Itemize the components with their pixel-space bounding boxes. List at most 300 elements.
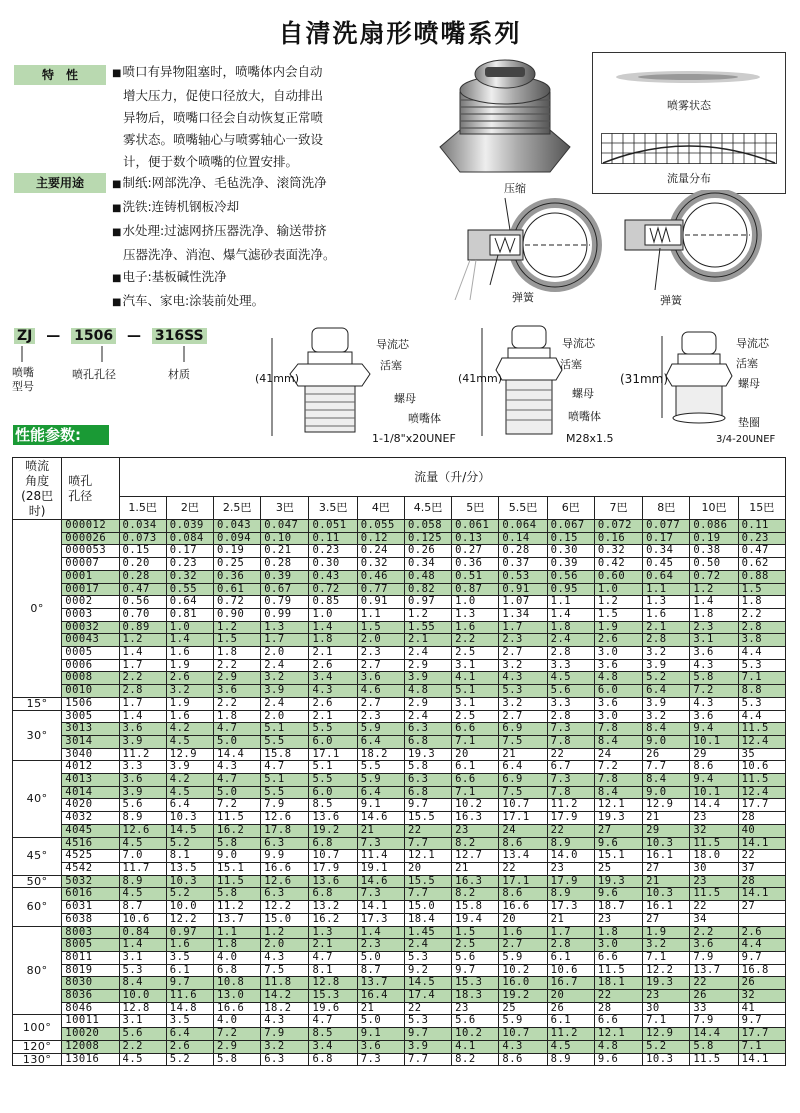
flow-cell: 1.55 — [404, 621, 451, 634]
flow-cell: 22 — [547, 824, 594, 837]
flow-cell: 21 — [547, 913, 594, 926]
flow-cell: 1.4 — [119, 939, 166, 952]
flow-cell: 0.23 — [166, 558, 213, 571]
pressure-header: 2巴 — [166, 497, 213, 520]
flow-cell: 2.4 — [404, 710, 451, 723]
flow-cell: 8.4 — [594, 735, 642, 748]
flow-cell: 1.7 — [119, 697, 166, 710]
flow-cell: 12.4 — [738, 786, 785, 799]
flow-cell: 17.9 — [547, 812, 594, 825]
table-row — [13, 1040, 786, 1053]
flow-cell: 0.47 — [119, 583, 166, 596]
use-line: ■ 电子:基板碱性洗净 — [112, 266, 432, 290]
flow-cell: 7.7 — [643, 761, 690, 774]
flow-cell: 1.1 — [357, 608, 404, 621]
flow-cell: 18.2 — [357, 748, 404, 761]
flow-cell: 9.1 — [357, 1028, 404, 1041]
orifice-cell: 4516 — [62, 837, 119, 850]
flow-cell: 2.4 — [261, 697, 309, 710]
flow-cell: 2.0 — [261, 939, 309, 952]
table-row — [13, 685, 786, 698]
d1-piston: 活塞 — [380, 359, 402, 372]
flow-cell: 1.2 — [404, 608, 451, 621]
flow-cell: 6.9 — [499, 774, 547, 787]
feature-line: 雾状态。喷嘴轴心与喷雾轴心一致设 — [123, 132, 324, 147]
flow-cell: 1.1 — [214, 926, 261, 939]
flow-cell: 0.61 — [214, 583, 261, 596]
table-row — [13, 774, 786, 787]
flow-cell: 1.6 — [166, 939, 213, 952]
flow-cell: 8.6 — [499, 1053, 547, 1066]
flow-cell: 0.85 — [309, 596, 357, 609]
flow-cell: 11.8 — [261, 977, 309, 990]
flow-cell: 0.51 — [452, 570, 499, 583]
flow-cell: 14.1 — [738, 888, 785, 901]
flow-cell: 6.3 — [261, 888, 309, 901]
flow-cell: 4.3 — [499, 1040, 547, 1053]
table-row — [13, 545, 786, 558]
flow-cell: 2.8 — [738, 621, 785, 634]
flow-cell: 0.50 — [690, 558, 738, 571]
flow-cell: 1.4 — [119, 710, 166, 723]
flow-cell: 10.6 — [738, 761, 785, 774]
spring-label-1: 弹簧 — [512, 291, 534, 304]
flow-cell: 3.3 — [119, 761, 166, 774]
orifice-cell: 0006 — [62, 659, 119, 672]
flow-cell: 4.5 — [119, 837, 166, 850]
table-row — [13, 951, 786, 964]
flow-cell: 7.7 — [404, 837, 451, 850]
features-text — [112, 61, 412, 173]
flow-cell: 5.8 — [690, 1040, 738, 1053]
flow-cell: 12.2 — [643, 964, 690, 977]
flow-cell: 14.5 — [404, 977, 451, 990]
use-line: ■ 水处理:过滤网挤压器洗净、输送带挤 — [112, 220, 432, 244]
flow-cell: 26 — [643, 748, 690, 761]
flow-cell: 3.5 — [166, 1015, 213, 1028]
flow-cell: 5.8 — [690, 672, 738, 685]
flow-cell: 2.5 — [452, 647, 499, 660]
flow-cell: 11.2 — [214, 901, 261, 914]
flow-cell: 0.13 — [452, 532, 499, 545]
flow-cell: 9.9 — [261, 850, 309, 863]
table-row — [13, 824, 786, 837]
flow-cell: 9.4 — [690, 723, 738, 736]
flow-cell: 1.5 — [357, 621, 404, 634]
flow-cell: 6.3 — [261, 837, 309, 850]
flow-cell: 3.6 — [690, 939, 738, 952]
flow-cell: 6.4 — [166, 799, 213, 812]
flow-cell: 10.1 — [690, 735, 738, 748]
flow-cell: 4.3 — [499, 672, 547, 685]
flow-cell: 7.3 — [357, 837, 404, 850]
flow-cell: 3.2 — [499, 697, 547, 710]
flow-cell: 5.5 — [261, 735, 309, 748]
flow-cell: 1.2 — [214, 621, 261, 634]
flow-cell: 3.2 — [643, 710, 690, 723]
flow-cell: 0.72 — [309, 583, 357, 596]
flow-cell: 18.7 — [594, 901, 642, 914]
flow-cell: 7.1 — [452, 786, 499, 799]
flow-cell: 9.2 — [404, 964, 451, 977]
flow-cell: 0.30 — [547, 545, 594, 558]
flow-cell: 2.9 — [214, 1040, 261, 1053]
flow-cell: 0.47 — [738, 545, 785, 558]
flow-cell: 2.7 — [499, 939, 547, 952]
d1-body: 喷嘴体 — [408, 412, 441, 425]
flow-cell: 11.5 — [690, 837, 738, 850]
flow-cell: 5.6 — [547, 685, 594, 698]
flow-cell: 10.6 — [119, 913, 166, 926]
table-row — [13, 913, 786, 926]
flow-cell: 16.7 — [547, 977, 594, 990]
orifice-cell: 00017 — [62, 583, 119, 596]
flow-cell: 0.34 — [404, 558, 451, 571]
flow-cell: 15.8 — [261, 748, 309, 761]
flow-cell: 6.1 — [452, 761, 499, 774]
flow-cell: 1.8 — [214, 647, 261, 660]
flow-cell: 12.9 — [166, 748, 213, 761]
use-line: ■ 制纸:网部洗净、毛毡洗净、滚筒洗净 — [112, 172, 432, 196]
flow-cell: 5.9 — [357, 774, 404, 787]
flow-cell: 17.7 — [738, 799, 785, 812]
flow-cell: 8.5 — [309, 1028, 357, 1041]
flow-cell: 1.6 — [499, 926, 547, 939]
use-line: ■ 洗铁:连铸机钢板冷却 — [112, 196, 432, 220]
flow-cell: 0.91 — [499, 583, 547, 596]
flow-cell: 1.4 — [119, 647, 166, 660]
pressure-header: 1.5巴 — [119, 497, 166, 520]
flow-cell: 1.0 — [594, 583, 642, 596]
flow-cell: 9.0 — [643, 786, 690, 799]
flow-cell: 5.3 — [738, 697, 785, 710]
flow-cell: 6.3 — [404, 774, 451, 787]
flow-cell: 9.1 — [357, 799, 404, 812]
flow-cell: 16.2 — [309, 913, 357, 926]
angle-cell: 100° — [13, 1015, 62, 1040]
flow-cell: 3.0 — [594, 939, 642, 952]
flow-cell: 0.97 — [166, 926, 213, 939]
flow-cell: 8.5 — [309, 799, 357, 812]
orifice-cell: 4013 — [62, 774, 119, 787]
flow-cell: 6.3 — [261, 1053, 309, 1066]
flow-cell: 0.55 — [166, 583, 213, 596]
flow-cell: 0.28 — [499, 545, 547, 558]
flow-cell: 0.72 — [214, 596, 261, 609]
feature-line: ■ 喷口有异物阻塞时，喷嘴体内会自动 — [112, 61, 412, 85]
flow-cell: 0.79 — [261, 596, 309, 609]
flow-cell: 1.34 — [499, 608, 547, 621]
flow-cell: 14.0 — [547, 850, 594, 863]
flow-cell: 28 — [738, 812, 785, 825]
flow-cell: 15.5 — [404, 875, 451, 888]
flow-label: 流量分布 — [667, 172, 711, 185]
flow-cell: 12.1 — [594, 1028, 642, 1041]
feature-line: 增大压力，促使口径放大，自动排出 — [123, 88, 324, 103]
flow-cell: 5.2 — [643, 1040, 690, 1053]
d1-thread: 1-1/8"x20UNEF — [372, 432, 456, 445]
flow-cell: 17.1 — [309, 748, 357, 761]
d2-core: 导流芯 — [562, 337, 595, 350]
flow-cell: 1.4 — [309, 621, 357, 634]
orifice-cell: 8003 — [62, 926, 119, 939]
flow-cell: 4.7 — [309, 1015, 357, 1028]
code-prefix: ZJ — [14, 328, 35, 344]
flow-cell: 0.20 — [119, 558, 166, 571]
flow-cell: 11.2 — [547, 1028, 594, 1041]
flow-cell: 0.34 — [643, 545, 690, 558]
flow-cell: 16.8 — [738, 964, 785, 977]
flow-cell: 1.1 — [547, 596, 594, 609]
flow-cell: 11.5 — [738, 774, 785, 787]
flow-cell: 0.62 — [738, 558, 785, 571]
orifice-cell: 3014 — [62, 735, 119, 748]
flow-cell: 4.7 — [261, 761, 309, 774]
flow-cell: 7.3 — [547, 723, 594, 736]
flow-cell: 1.1 — [643, 583, 690, 596]
pressure-header: 3巴 — [261, 497, 309, 520]
orifice-cell: 0002 — [62, 596, 119, 609]
flow-cell: 0.46 — [357, 570, 404, 583]
flow-cell: 6.4 — [357, 735, 404, 748]
flow-cell: 5.9 — [357, 723, 404, 736]
uses-text — [112, 172, 432, 314]
flow-cell: 3.6 — [119, 774, 166, 787]
flow-cell: 26 — [690, 990, 738, 1003]
d3-nut: 螺母 — [738, 377, 760, 390]
flow-cell: 27 — [643, 862, 690, 875]
orifice-cell: 8019 — [62, 964, 119, 977]
flow-cell: 1.3 — [452, 608, 499, 621]
flow-cell: 12.2 — [166, 913, 213, 926]
d2-height: (41mm) — [458, 372, 503, 385]
flow-cell: 9.0 — [214, 850, 261, 863]
flow-cell: 7.1 — [738, 672, 785, 685]
flow-cell: 4.3 — [690, 659, 738, 672]
flow-cell: 3.9 — [119, 786, 166, 799]
flow-cell: 2.0 — [357, 634, 404, 647]
flow-cell: 12.8 — [119, 1002, 166, 1015]
flow-cell: 3.9 — [404, 1040, 451, 1053]
flow-cell: 23 — [594, 913, 642, 926]
table-row — [13, 1015, 786, 1028]
flow-cell: 8.4 — [643, 774, 690, 787]
flow-cell: 1.2 — [261, 926, 309, 939]
flow-cell: 6.8 — [404, 735, 451, 748]
flow-cell: 1.8 — [309, 634, 357, 647]
flow-cell: 9.7 — [452, 964, 499, 977]
table-row — [13, 672, 786, 685]
flow-cell: 8.4 — [594, 786, 642, 799]
flow-cell: 5.1 — [309, 761, 357, 774]
angle-cell: 130° — [13, 1053, 62, 1066]
flow-cell: 7.5 — [499, 786, 547, 799]
flow-cell: 0.84 — [119, 926, 166, 939]
flow-cell: 4.5 — [119, 888, 166, 901]
spray-pattern-icon — [613, 67, 763, 87]
label-type: 喷嘴 型号 — [12, 366, 34, 393]
flow-cell: 4.2 — [166, 774, 213, 787]
flow-cell: 14.1 — [738, 1053, 785, 1066]
flow-cell: 8.2 — [452, 1053, 499, 1066]
table-row — [13, 723, 786, 736]
flow-cell: 5.8 — [404, 761, 451, 774]
table-row — [13, 735, 786, 748]
flow-cell: 10.3 — [166, 875, 213, 888]
table-row — [13, 748, 786, 761]
orifice-cell: 0005 — [62, 647, 119, 660]
table-row — [13, 647, 786, 660]
flow-cell: 12.1 — [404, 850, 451, 863]
flow-cell: 0.67 — [261, 583, 309, 596]
flow-cell: 0.086 — [690, 520, 738, 533]
flow-cell: 9.7 — [738, 951, 785, 964]
table-row — [13, 837, 786, 850]
flow-cell: 7.7 — [404, 888, 451, 901]
flow-cell: 3.9 — [166, 761, 213, 774]
flow-cell: 2.8 — [547, 710, 594, 723]
flow-cell: 12.6 — [261, 812, 309, 825]
flow-cell: 9.4 — [690, 774, 738, 787]
flow-cell: 5.3 — [404, 951, 451, 964]
flow-cell: 19.3 — [594, 875, 642, 888]
flow-cell: 18.2 — [261, 1002, 309, 1015]
flow-cell: 0.15 — [119, 545, 166, 558]
pressure-header: 3.5巴 — [309, 497, 357, 520]
flow-cell: 0.28 — [261, 558, 309, 571]
flow-cell: 1.9 — [166, 659, 213, 672]
spray-flow-box — [592, 52, 786, 194]
spray-label: 喷雾状态 — [667, 99, 711, 112]
flow-cell: 9.7 — [404, 799, 451, 812]
flow-cell: 5.8 — [214, 1053, 261, 1066]
flow-cell: 1.8 — [738, 596, 785, 609]
pressure-header: 5巴 — [452, 497, 499, 520]
flow-cell: 15.0 — [261, 913, 309, 926]
flow-cell: 0.36 — [452, 558, 499, 571]
flow-cell: 0.047 — [261, 520, 309, 533]
flow-cell: 6.0 — [309, 786, 357, 799]
flow-cell: 2.2 — [738, 608, 785, 621]
flow-cell: 4.3 — [261, 951, 309, 964]
flow-cell: 0.48 — [404, 570, 451, 583]
flow-cell: 18.4 — [404, 913, 451, 926]
head-orifice: 喷孔 孔径 — [62, 458, 119, 520]
flow-cell: 0.094 — [214, 532, 261, 545]
flow-cell: 4.8 — [594, 1040, 642, 1053]
flow-cell: 21 — [357, 824, 404, 837]
flow-cell: 41 — [738, 1002, 785, 1015]
orifice-cell: 00007 — [62, 558, 119, 571]
flow-cell: 3.0 — [594, 647, 642, 660]
flow-cell: 8.8 — [738, 685, 785, 698]
flow-cell: 5.3 — [119, 964, 166, 977]
flow-cell: 2.1 — [643, 621, 690, 634]
code-material: 316SS — [152, 328, 207, 344]
flow-cell: 7.9 — [690, 1015, 738, 1028]
table-row — [13, 901, 786, 914]
flow-cell: 23 — [690, 812, 738, 825]
use-line: ■ 汽车、家电:涂装前处理。 — [112, 290, 432, 314]
angle-cell: 15° — [13, 697, 62, 710]
flow-cell: 10.3 — [643, 1053, 690, 1066]
flow-cell: 9.6 — [594, 1053, 642, 1066]
flow-cell: 21 — [452, 862, 499, 875]
flow-cell: 7.8 — [547, 735, 594, 748]
flow-cell: 0.125 — [404, 532, 451, 545]
orifice-cell: 3040 — [62, 748, 119, 761]
flow-cell: 0.034 — [119, 520, 166, 533]
orifice-cell: 000012 — [62, 520, 119, 533]
flow-cell: 0.17 — [643, 532, 690, 545]
flow-cell: 7.9 — [261, 1028, 309, 1041]
flow-cell: 8.6 — [499, 837, 547, 850]
flow-cell: 2.0 — [261, 710, 309, 723]
flow-cell: 9.7 — [404, 1028, 451, 1041]
flow-cell: 5.6 — [119, 1028, 166, 1041]
flow-cell: 2.1 — [309, 939, 357, 952]
flow-cell: 33 — [690, 1002, 738, 1015]
flow-cell: 9.6 — [594, 888, 642, 901]
flow-cell: 5.1 — [261, 774, 309, 787]
flow-cell: 4.4 — [738, 710, 785, 723]
flow-cell: 13.2 — [309, 901, 357, 914]
flow-cell: 17.1 — [499, 812, 547, 825]
flow-cell: 22 — [690, 977, 738, 990]
flow-cell: 20 — [547, 990, 594, 1003]
flow-cell: 0.53 — [499, 570, 547, 583]
feature-line: 异物后，喷嘴口径会自动恢复正常喷 — [123, 110, 324, 125]
table-row — [13, 710, 786, 723]
flow-cell: 4.8 — [404, 685, 451, 698]
d2-nut: 螺母 — [572, 387, 594, 400]
flow-cell: 2.7 — [499, 647, 547, 660]
orifice-cell: 13016 — [62, 1053, 119, 1066]
flow-cell: 0.19 — [690, 532, 738, 545]
flow-cell: 13.5 — [166, 862, 213, 875]
flow-cell: 12.2 — [261, 901, 309, 914]
flow-cell: 8.9 — [119, 812, 166, 825]
flow-cell: 4.7 — [214, 723, 261, 736]
flow-cell: 13.7 — [690, 964, 738, 977]
flow-cell: 1.8 — [214, 710, 261, 723]
flow-cell: 0.91 — [357, 596, 404, 609]
flow-cell: 2.8 — [547, 647, 594, 660]
flow-cell: 0.89 — [119, 621, 166, 634]
flow-cell: 7.8 — [594, 723, 642, 736]
flow-cell: 6.8 — [309, 837, 357, 850]
orifice-cell: 4020 — [62, 799, 119, 812]
flow-cell: 15.1 — [214, 862, 261, 875]
flow-cell: 5.3 — [499, 685, 547, 698]
flow-cell: 0.36 — [214, 570, 261, 583]
table-row — [13, 621, 786, 634]
d2-piston: 活塞 — [560, 358, 582, 371]
orifice-cell: 8011 — [62, 951, 119, 964]
flow-cell: 14.4 — [690, 799, 738, 812]
flow-cell: 9.0 — [643, 735, 690, 748]
flow-cell: 11.4 — [357, 850, 404, 863]
flow-cell: 4.3 — [214, 761, 261, 774]
flow-cell: 6.6 — [452, 723, 499, 736]
table-row — [13, 964, 786, 977]
label-orifice: 喷孔孔径 — [72, 368, 116, 381]
pressure-header: 8巴 — [643, 497, 690, 520]
orifice-cell: 00043 — [62, 634, 119, 647]
table-row — [13, 888, 786, 901]
flow-cell: 1.5 — [594, 608, 642, 621]
flow-cell: 14.8 — [166, 1002, 213, 1015]
